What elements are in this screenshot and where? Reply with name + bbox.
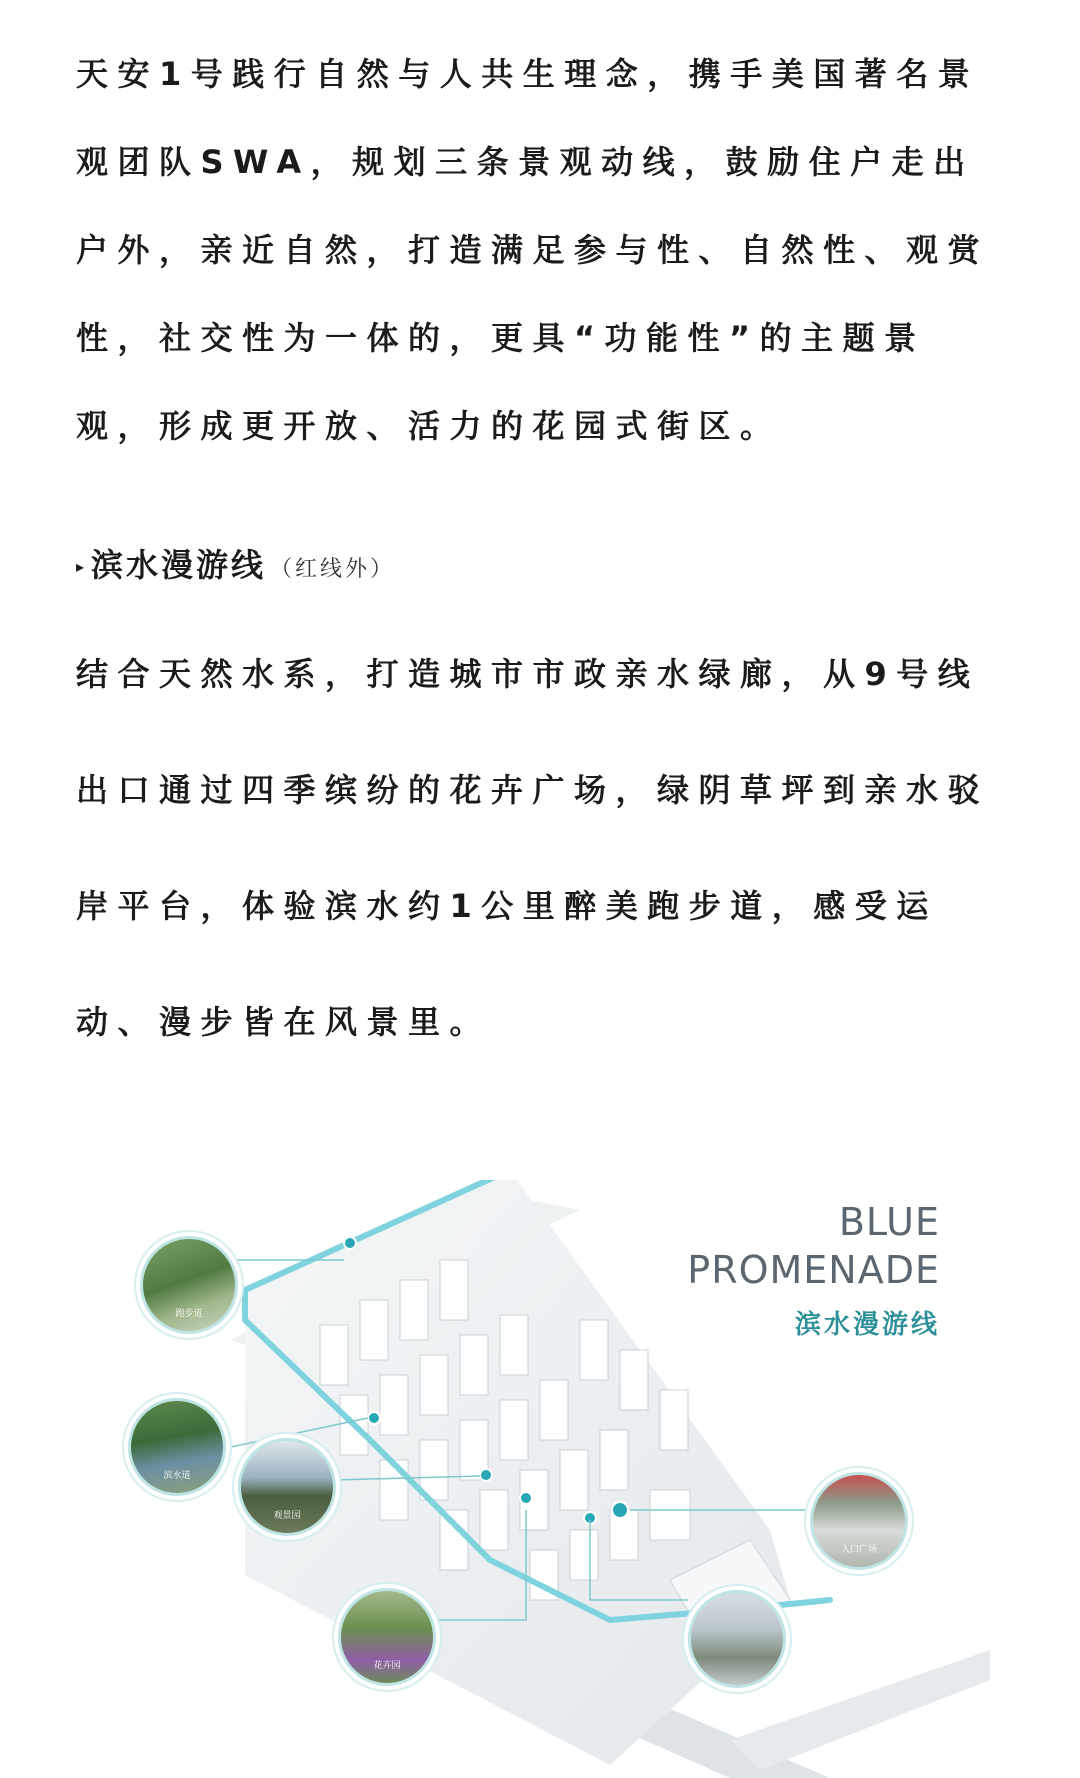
- landscape-photo-thumb: [140, 1236, 238, 1334]
- landscape-photo-thumb: [338, 1588, 436, 1686]
- intro-paragraph: 天安1号践行自然与人共生理念，携手美国著名景观团队SWA，规划三条景观动线，鼓励住户走出户外，亲近自然，打造满足参与性、自然性、观赏性，社交性为一体的，更具“功能性”的主题景观，形成更开放、活力的花园式街区。: [76, 55, 990, 445]
- figure-title-en: [687, 1198, 940, 1294]
- figure-title-en-line1: BLUE: [838, 1200, 940, 1244]
- section-title: 滨水漫游线: [91, 546, 267, 584]
- figure-title-en-line2: PROMENADE: [687, 1248, 940, 1292]
- section-paragraph: 结合天然水系，打造城市市政亲水绿廊，从9号线出口通过四季缤纷的花卉广场，绿阴草坪到亲水驳岸平台，体验滨水约1公里醉美跑步道，感受运动、漫步皆在风景里。: [76, 655, 990, 1041]
- landscape-photo-thumb: [128, 1398, 226, 1496]
- figure-title-zh: 滨水漫游线: [794, 1310, 940, 1340]
- landscape-photo-thumb: [238, 1438, 336, 1536]
- thumb-label: 入口广场: [840, 1545, 877, 1555]
- thumb-label: 观景园: [273, 1511, 301, 1521]
- thumb-label: 花卉园: [373, 1661, 401, 1671]
- thumb-label: 跑步道: [175, 1309, 203, 1319]
- promenade-map-figure: [110, 1180, 990, 1778]
- triangle-bullet-icon: ▸: [76, 557, 88, 576]
- landscape-photo-thumb: [688, 1590, 786, 1688]
- section-note: （红线外）: [270, 557, 396, 582]
- thumb-label: 滨水道: [163, 1471, 191, 1481]
- section-heading: [76, 540, 395, 586]
- landscape-photo-thumb: [810, 1472, 908, 1570]
